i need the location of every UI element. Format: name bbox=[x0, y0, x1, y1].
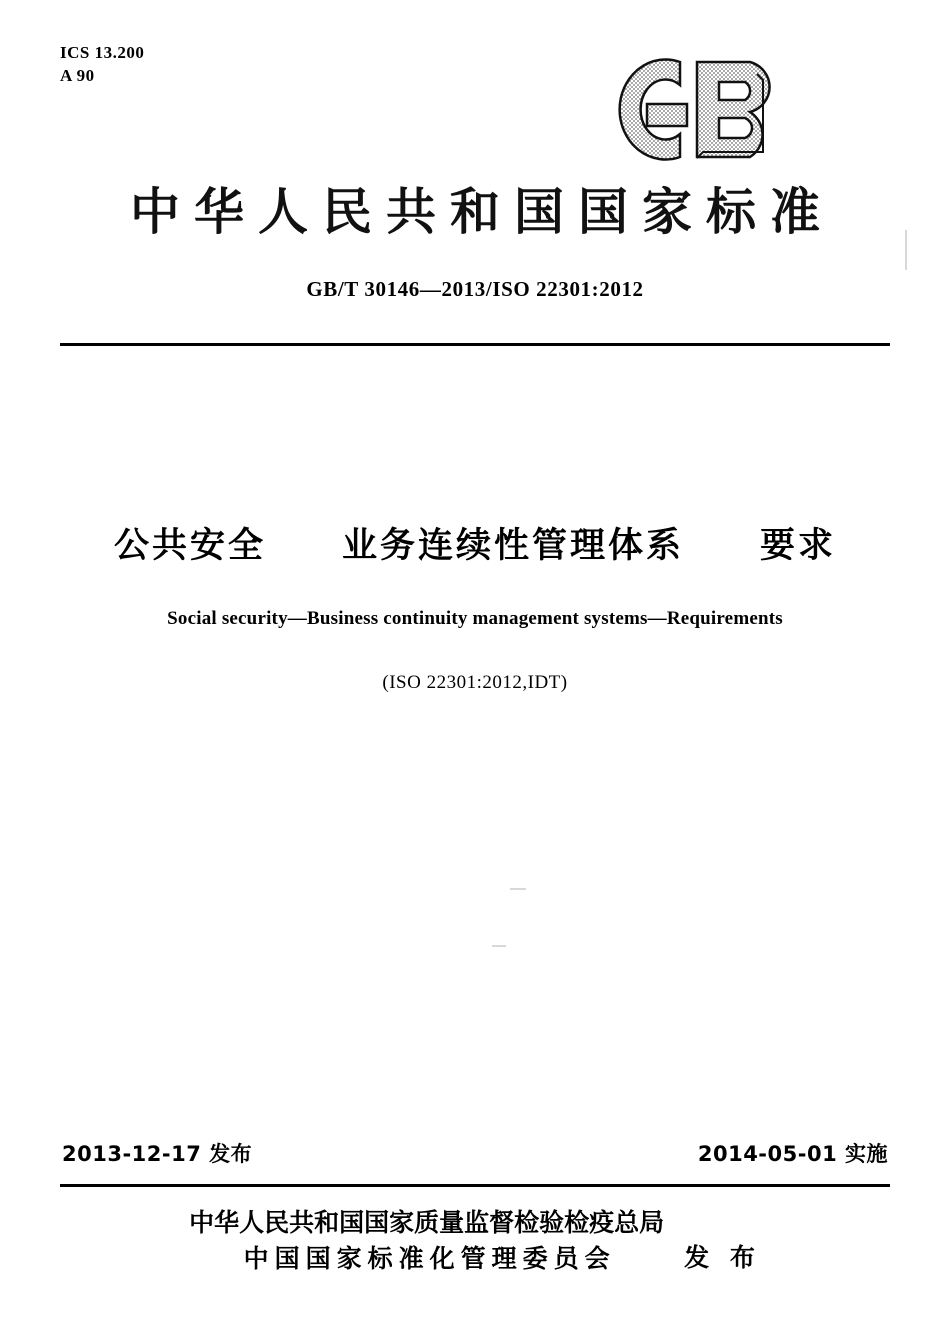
ics-classification-block bbox=[60, 42, 144, 88]
document-title-note: (ISO 22301:2012,IDT) bbox=[382, 672, 568, 693]
header-divider bbox=[60, 343, 890, 346]
ics-code: ICS 13.200 bbox=[60, 43, 145, 62]
document-title-chinese: 公共安全 业务连续性管理体系 要求 bbox=[113, 526, 836, 566]
standard-number: GB/T 30146—2013/ISO 22301:2012 bbox=[306, 277, 644, 301]
scan-artifact bbox=[905, 230, 907, 270]
scan-artifact bbox=[510, 888, 526, 890]
ics-category-code: A 90 bbox=[60, 65, 95, 85]
document-title-english: Social security—Business continuity management systems—Requirements bbox=[167, 608, 783, 629]
publisher-names bbox=[189, 1205, 664, 1278]
scan-artifact bbox=[492, 945, 506, 947]
footer-divider bbox=[60, 1184, 890, 1187]
publisher-line-2: 中国国家标准化管理委员会 bbox=[243, 1244, 616, 1274]
gb-emblem-icon bbox=[585, 52, 815, 167]
issue-date: 2013-12-17 发布 bbox=[62, 1142, 253, 1166]
publisher-verb: 发 布 bbox=[684, 1242, 761, 1272]
national-standard-title: 中华人民共和国国家标准 bbox=[130, 183, 834, 241]
effective-date: 2014-05-01 实施 bbox=[697, 1142, 888, 1166]
publisher-line-1: 中华人民共和国国家质量监督检验检疫总局 bbox=[189, 1208, 665, 1237]
publisher-block bbox=[0, 1205, 950, 1278]
